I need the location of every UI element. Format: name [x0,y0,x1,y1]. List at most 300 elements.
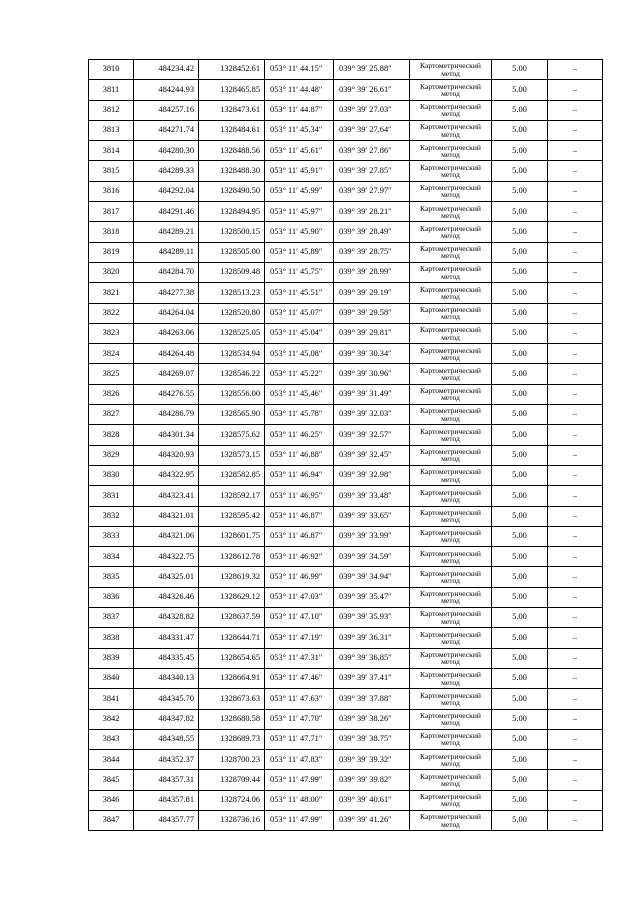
latitude-cell: 053° 11′ 45.22″ [265,364,334,384]
longitude-cell: 039° 39′ 30.96″ [334,364,410,384]
point-number-cell: 3813 [89,120,134,140]
longitude-cell: 039° 39′ 35.47″ [334,587,410,607]
point-number-cell: 3811 [89,80,134,100]
y-coordinate-cell: 1328575.62 [199,425,265,445]
point-number-cell: 3821 [89,283,134,303]
point-number-cell: 3832 [89,506,134,526]
x-coordinate-cell: 484276.55 [134,384,199,404]
method-cell: Картометрический метод [410,486,492,506]
longitude-cell: 039° 39′ 38.75″ [334,729,410,749]
table-row [89,709,603,729]
method-cell: Картометрический метод [410,567,492,587]
latitude-cell: 053° 11′ 46.95″ [265,486,334,506]
point-number-cell: 3837 [89,608,134,628]
accuracy-cell: 5.00 [492,222,548,242]
point-number-cell: 3847 [89,810,134,830]
table-row [89,405,603,425]
point-number-cell: 3844 [89,750,134,770]
note-cell: – [548,770,603,790]
x-coordinate-cell: 484320.93 [134,445,199,465]
note-cell: – [548,668,603,688]
longitude-cell: 039° 39′ 25.88″ [334,60,410,80]
method-cell: Картометрический метод [410,222,492,242]
accuracy-cell: 5.00 [492,810,548,830]
longitude-cell: 039° 39′ 28.99″ [334,262,410,282]
table-row [89,790,603,810]
longitude-cell: 039° 39′ 28.49″ [334,222,410,242]
longitude-cell: 039° 39′ 40.61″ [334,790,410,810]
latitude-cell: 053° 11′ 45.08″ [265,344,334,364]
table-row [89,567,603,587]
latitude-cell: 053° 11′ 45.99″ [265,181,334,201]
x-coordinate-cell: 484271.74 [134,120,199,140]
y-coordinate-cell: 1328546.22 [199,364,265,384]
table-row [89,526,603,546]
point-number-cell: 3846 [89,790,134,810]
table-row [89,323,603,343]
note-cell: – [548,425,603,445]
point-number-cell: 3843 [89,729,134,749]
accuracy-cell: 5.00 [492,323,548,343]
accuracy-cell: 5.00 [492,506,548,526]
x-coordinate-cell: 484284.70 [134,262,199,282]
longitude-cell: 039° 39′ 29.58″ [334,303,410,323]
x-coordinate-cell: 484352.37 [134,750,199,770]
table-row [89,465,603,485]
y-coordinate-cell: 1328673.63 [199,689,265,709]
table-row [89,668,603,688]
y-coordinate-cell: 1328601.75 [199,526,265,546]
y-coordinate-cell: 1328689.73 [199,729,265,749]
latitude-cell: 053° 11′ 45.04″ [265,323,334,343]
method-cell: Картометрический метод [410,506,492,526]
accuracy-cell: 5.00 [492,729,548,749]
longitude-cell: 039° 39′ 39.32″ [334,750,410,770]
x-coordinate-cell: 484291.46 [134,202,199,222]
table-body [89,60,603,831]
longitude-cell: 039° 39′ 29.81″ [334,323,410,343]
point-number-cell: 3831 [89,486,134,506]
method-cell: Картометрический метод [410,790,492,810]
accuracy-cell: 5.00 [492,750,548,770]
accuracy-cell: 5.00 [492,425,548,445]
note-cell: – [548,283,603,303]
y-coordinate-cell: 1328488.56 [199,141,265,161]
table-row [89,262,603,282]
method-cell: Картометрический метод [410,303,492,323]
y-coordinate-cell: 1328473.61 [199,100,265,120]
accuracy-cell: 5.00 [492,465,548,485]
note-cell: – [548,567,603,587]
x-coordinate-cell: 484269.07 [134,364,199,384]
longitude-cell: 039° 39′ 27.03″ [334,100,410,120]
table-row [89,141,603,161]
accuracy-cell: 5.00 [492,202,548,222]
x-coordinate-cell: 484264.04 [134,303,199,323]
longitude-cell: 039° 39′ 27.97″ [334,181,410,201]
y-coordinate-cell: 1328509.48 [199,262,265,282]
point-number-cell: 3819 [89,242,134,262]
method-cell: Картометрический метод [410,810,492,830]
longitude-cell: 039° 39′ 27.85″ [334,161,410,181]
longitude-cell: 039° 39′ 30.34″ [334,344,410,364]
latitude-cell: 053° 11′ 45.89″ [265,242,334,262]
accuracy-cell: 5.00 [492,283,548,303]
table-row [89,364,603,384]
method-cell: Картометрический метод [410,384,492,404]
table-row [89,587,603,607]
note-cell: – [548,60,603,80]
method-cell: Картометрический метод [410,344,492,364]
accuracy-cell: 5.00 [492,648,548,668]
table-row [89,425,603,445]
latitude-cell: 053° 11′ 47.99″ [265,810,334,830]
point-number-cell: 3823 [89,323,134,343]
table-row [89,161,603,181]
note-cell: – [548,80,603,100]
latitude-cell: 053° 11′ 44.15″ [265,60,334,80]
method-cell: Картометрический метод [410,465,492,485]
accuracy-cell: 5.00 [492,60,548,80]
x-coordinate-cell: 484348.55 [134,729,199,749]
latitude-cell: 053° 11′ 47.46″ [265,668,334,688]
x-coordinate-cell: 484277.38 [134,283,199,303]
longitude-cell: 039° 39′ 32.98″ [334,465,410,485]
longitude-cell: 039° 39′ 33.48″ [334,486,410,506]
point-number-cell: 3838 [89,628,134,648]
longitude-cell: 039° 39′ 28.21″ [334,202,410,222]
latitude-cell: 053° 11′ 46.92″ [265,547,334,567]
method-cell: Картометрический метод [410,547,492,567]
x-coordinate-cell: 484325.01 [134,567,199,587]
accuracy-cell: 5.00 [492,262,548,282]
latitude-cell: 053° 11′ 46.94″ [265,465,334,485]
table-row [89,750,603,770]
x-coordinate-cell: 484340.13 [134,668,199,688]
note-cell: – [548,445,603,465]
point-number-cell: 3833 [89,526,134,546]
point-number-cell: 3822 [89,303,134,323]
table-row [89,486,603,506]
table-row [89,810,603,830]
accuracy-cell: 5.00 [492,567,548,587]
y-coordinate-cell: 1328513.23 [199,283,265,303]
x-coordinate-cell: 484323.41 [134,486,199,506]
y-coordinate-cell: 1328644.71 [199,628,265,648]
note-cell: – [548,486,603,506]
method-cell: Картометрический метод [410,425,492,445]
x-coordinate-cell: 484264.48 [134,344,199,364]
point-number-cell: 3825 [89,364,134,384]
y-coordinate-cell: 1328534.94 [199,344,265,364]
note-cell: – [548,628,603,648]
note-cell: – [548,465,603,485]
x-coordinate-cell: 484321.06 [134,526,199,546]
table-row [89,242,603,262]
x-coordinate-cell: 484292.04 [134,181,199,201]
note-cell: – [548,729,603,749]
y-coordinate-cell: 1328520.80 [199,303,265,323]
x-coordinate-cell: 484289.33 [134,161,199,181]
x-coordinate-cell: 484357.31 [134,770,199,790]
point-number-cell: 3828 [89,425,134,445]
table-row [89,120,603,140]
note-cell: – [548,242,603,262]
longitude-cell: 039° 39′ 33.65″ [334,506,410,526]
longitude-cell: 039° 39′ 39.82″ [334,770,410,790]
accuracy-cell: 5.00 [492,526,548,546]
latitude-cell: 053° 11′ 48.00″ [265,790,334,810]
y-coordinate-cell: 1328490.50 [199,181,265,201]
note-cell: – [548,587,603,607]
method-cell: Картометрический метод [410,729,492,749]
y-coordinate-cell: 1328582.85 [199,465,265,485]
method-cell: Картометрический метод [410,80,492,100]
accuracy-cell: 5.00 [492,628,548,648]
latitude-cell: 053° 11′ 47.19″ [265,628,334,648]
y-coordinate-cell: 1328629.12 [199,587,265,607]
accuracy-cell: 5.00 [492,344,548,364]
table-row [89,100,603,120]
note-cell: – [548,790,603,810]
method-cell: Картометрический метод [410,262,492,282]
note-cell: – [548,750,603,770]
table-row [89,689,603,709]
latitude-cell: 053° 11′ 45.78″ [265,405,334,425]
latitude-cell: 053° 11′ 47.99″ [265,770,334,790]
longitude-cell: 039° 39′ 33.99″ [334,526,410,546]
note-cell: – [548,810,603,830]
table-row [89,344,603,364]
latitude-cell: 053° 11′ 47.71″ [265,729,334,749]
method-cell: Картометрический метод [410,242,492,262]
note-cell: – [548,405,603,425]
note-cell: – [548,709,603,729]
method-cell: Картометрический метод [410,648,492,668]
longitude-cell: 039° 39′ 26.61″ [334,80,410,100]
latitude-cell: 053° 11′ 44.48″ [265,80,334,100]
point-number-cell: 3812 [89,100,134,120]
table-row [89,445,603,465]
table-row [89,80,603,100]
point-number-cell: 3827 [89,405,134,425]
x-coordinate-cell: 484335.45 [134,648,199,668]
table-row [89,60,603,80]
method-cell: Картометрический метод [410,587,492,607]
point-number-cell: 3830 [89,465,134,485]
accuracy-cell: 5.00 [492,790,548,810]
x-coordinate-cell: 484331.47 [134,628,199,648]
point-number-cell: 3814 [89,141,134,161]
method-cell: Картометрический метод [410,100,492,120]
note-cell: – [548,202,603,222]
table-row [89,547,603,567]
accuracy-cell: 5.00 [492,405,548,425]
longitude-cell: 039° 39′ 32.57″ [334,425,410,445]
x-coordinate-cell: 484357.81 [134,790,199,810]
note-cell: – [548,161,603,181]
method-cell: Картометрический метод [410,445,492,465]
latitude-cell: 053° 11′ 47.70″ [265,709,334,729]
y-coordinate-cell: 1328709.44 [199,770,265,790]
y-coordinate-cell: 1328484.61 [199,120,265,140]
longitude-cell: 039° 39′ 27.64″ [334,120,410,140]
table-row [89,648,603,668]
accuracy-cell: 5.00 [492,384,548,404]
y-coordinate-cell: 1328500.15 [199,222,265,242]
method-cell: Картометрический метод [410,709,492,729]
note-cell: – [548,100,603,120]
longitude-cell: 039° 39′ 34.94″ [334,567,410,587]
latitude-cell: 053° 11′ 45.61″ [265,141,334,161]
method-cell: Картометрический метод [410,668,492,688]
latitude-cell: 053° 11′ 45.91″ [265,161,334,181]
point-number-cell: 3845 [89,770,134,790]
y-coordinate-cell: 1328465.85 [199,80,265,100]
x-coordinate-cell: 484347.82 [134,709,199,729]
x-coordinate-cell: 484328.82 [134,608,199,628]
method-cell: Картометрический метод [410,364,492,384]
accuracy-cell: 5.00 [492,120,548,140]
accuracy-cell: 5.00 [492,141,548,161]
point-number-cell: 3842 [89,709,134,729]
latitude-cell: 053° 11′ 46.87″ [265,526,334,546]
table-row [89,729,603,749]
longitude-cell: 039° 39′ 27.86″ [334,141,410,161]
latitude-cell: 053° 11′ 46.25″ [265,425,334,445]
y-coordinate-cell: 1328565.90 [199,405,265,425]
note-cell: – [548,608,603,628]
y-coordinate-cell: 1328573.15 [199,445,265,465]
longitude-cell: 039° 39′ 31.49″ [334,384,410,404]
latitude-cell: 053° 11′ 46.88″ [265,445,334,465]
x-coordinate-cell: 484326.46 [134,587,199,607]
y-coordinate-cell: 1328505.00 [199,242,265,262]
method-cell: Картометрический метод [410,608,492,628]
latitude-cell: 053° 11′ 45.51″ [265,283,334,303]
method-cell: Картометрический метод [410,526,492,546]
y-coordinate-cell: 1328700.23 [199,750,265,770]
latitude-cell: 053° 11′ 45.97″ [265,202,334,222]
point-number-cell: 3817 [89,202,134,222]
y-coordinate-cell: 1328494.95 [199,202,265,222]
accuracy-cell: 5.00 [492,608,548,628]
accuracy-cell: 5.00 [492,587,548,607]
note-cell: – [548,648,603,668]
note-cell: – [548,181,603,201]
x-coordinate-cell: 484289.11 [134,242,199,262]
point-number-cell: 3815 [89,161,134,181]
longitude-cell: 039° 39′ 38.26″ [334,709,410,729]
method-cell: Картометрический метод [410,405,492,425]
latitude-cell: 053° 11′ 47.10″ [265,608,334,628]
accuracy-cell: 5.00 [492,364,548,384]
point-number-cell: 3835 [89,567,134,587]
point-number-cell: 3810 [89,60,134,80]
table-row [89,181,603,201]
longitude-cell: 039° 39′ 41.26″ [334,810,410,830]
x-coordinate-cell: 484322.75 [134,547,199,567]
y-coordinate-cell: 1328736.16 [199,810,265,830]
accuracy-cell: 5.00 [492,181,548,201]
point-number-cell: 3826 [89,384,134,404]
latitude-cell: 053° 11′ 44.87″ [265,100,334,120]
note-cell: – [548,506,603,526]
latitude-cell: 053° 11′ 46.87″ [265,506,334,526]
method-cell: Картометрический метод [410,161,492,181]
method-cell: Картометрический метод [410,770,492,790]
y-coordinate-cell: 1328637.59 [199,608,265,628]
note-cell: – [548,547,603,567]
x-coordinate-cell: 484257.16 [134,100,199,120]
coordinates-table-container [88,59,603,831]
table-row [89,608,603,628]
x-coordinate-cell: 484244.93 [134,80,199,100]
point-number-cell: 3840 [89,668,134,688]
method-cell: Картометрический метод [410,120,492,140]
point-number-cell: 3818 [89,222,134,242]
y-coordinate-cell: 1328592.17 [199,486,265,506]
accuracy-cell: 5.00 [492,486,548,506]
point-number-cell: 3841 [89,689,134,709]
accuracy-cell: 5.00 [492,445,548,465]
method-cell: Картометрический метод [410,60,492,80]
method-cell: Картометрический метод [410,141,492,161]
latitude-cell: 053° 11′ 45.46″ [265,384,334,404]
x-coordinate-cell: 484234.42 [134,60,199,80]
x-coordinate-cell: 484286.79 [134,405,199,425]
note-cell: – [548,689,603,709]
accuracy-cell: 5.00 [492,689,548,709]
table-row [89,628,603,648]
point-number-cell: 3839 [89,648,134,668]
table-row [89,222,603,242]
table-row [89,770,603,790]
longitude-cell: 039° 39′ 36.31″ [334,628,410,648]
note-cell: – [548,526,603,546]
y-coordinate-cell: 1328525.05 [199,323,265,343]
longitude-cell: 039° 39′ 37.88″ [334,689,410,709]
point-number-cell: 3829 [89,445,134,465]
longitude-cell: 039° 39′ 36.85″ [334,648,410,668]
note-cell: – [548,344,603,364]
point-number-cell: 3820 [89,262,134,282]
accuracy-cell: 5.00 [492,770,548,790]
x-coordinate-cell: 484280.30 [134,141,199,161]
longitude-cell: 039° 39′ 29.19″ [334,283,410,303]
table-row [89,303,603,323]
x-coordinate-cell: 484289.21 [134,222,199,242]
point-number-cell: 3834 [89,547,134,567]
note-cell: – [548,120,603,140]
y-coordinate-cell: 1328654.65 [199,648,265,668]
y-coordinate-cell: 1328595.42 [199,506,265,526]
longitude-cell: 039° 39′ 28.75″ [334,242,410,262]
accuracy-cell: 5.00 [492,709,548,729]
method-cell: Картометрический метод [410,323,492,343]
y-coordinate-cell: 1328488.30 [199,161,265,181]
note-cell: – [548,262,603,282]
latitude-cell: 053° 11′ 47.31″ [265,648,334,668]
x-coordinate-cell: 484345.70 [134,689,199,709]
accuracy-cell: 5.00 [492,547,548,567]
x-coordinate-cell: 484321.01 [134,506,199,526]
latitude-cell: 053° 11′ 45.07″ [265,303,334,323]
method-cell: Картометрический метод [410,181,492,201]
y-coordinate-cell: 1328619.32 [199,567,265,587]
latitude-cell: 053° 11′ 46.99″ [265,567,334,587]
latitude-cell: 053° 11′ 45.90″ [265,222,334,242]
